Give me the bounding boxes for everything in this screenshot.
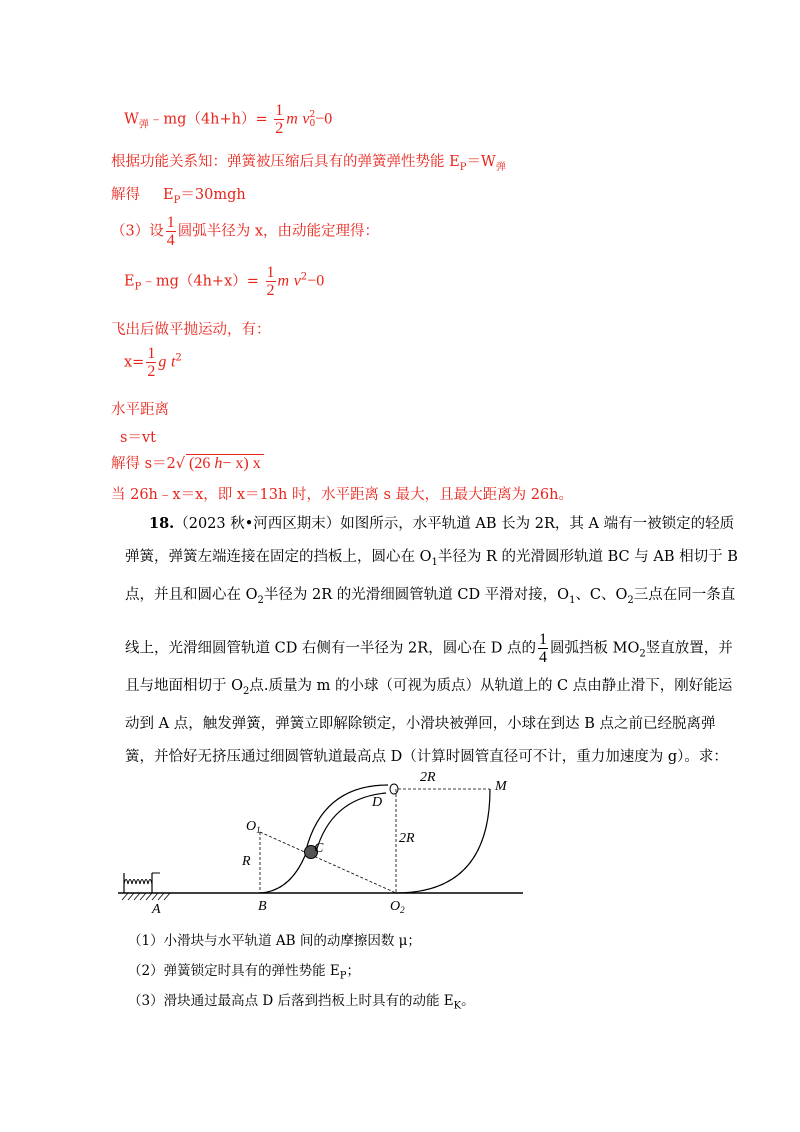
tube-end-D [390,784,398,794]
track-BC [260,848,308,893]
solution-line-energy: 根据功能关系知：弹簧被压缩后具有的弹簧弹性势能 $E_P=W_弹$ [111,154,506,173]
label-B: B [258,899,267,914]
problem-line-1: 18.（2023 秋•河西区期末）如图所示，水平轨道 AB 长为 2R，其 A 端有一被锁定的轻质 [149,515,735,532]
label-2R-vertical: 2R [399,831,415,846]
problem-line-4: 线上，光滑细圆管轨道 CD 右侧有一半径为 2R，圆心在 D 点的 $\frac{1}{4}$ 圆弧挡板 $MO_2$竖直放置，并 [125,630,733,666]
solution-line-svt: s＝vt [120,430,156,446]
problem-number: 18. [149,515,175,532]
problem-line-7: 簧，并恰好无挤压通过细圆管轨道最高点 D（计算时圆管直径可不计，重力加速度为 g）。求： [125,749,728,766]
label-C: C [314,841,324,856]
label-O1: $O_1$ [246,819,261,835]
question-2: （2）弹簧锁定时具有的弹性势能 $E_P$； [128,963,360,982]
problem-line-6: 动到 A 点，触发弹簧，弹簧立即解除锁定，小滑块被弹回，小球在到达 B 点之前已经脱离弹 [125,716,716,733]
label-M: M [495,779,507,794]
question-1: （1）小滑块与水平轨道 AB 间的动摩擦因数 μ； [128,933,421,949]
problem-text [125,507,738,774]
line-O1-O2 [260,832,396,893]
label-R: R [242,854,251,869]
solution-eq3: x= $\frac{1}{2}$ g $t^2$ [124,345,182,380]
solution-line-part3: （3）设 $\frac{1}{4}$ 圆弧半径为 x，由动能定理得： [111,214,380,249]
fraction: $\frac{1}{2}$ [275,102,284,137]
physics-diagram [118,760,538,920]
label-O2: $O_2$ [390,899,405,915]
spring [124,880,152,885]
question-3: （3）滑块通过最高点 D 后落到挡板上时具有的动能 $E_K$。 [128,993,475,1012]
problem-line-5: 且与地面相切于 $O_2$点.质量为 m 的小球（可视为质点）从轨道上的 C 点由静止滑下，刚好能运 [125,678,733,698]
solution-line-projectile: 飞出后做平抛运动，有： [111,322,271,338]
label-A: A [152,902,161,917]
problem-line-2: 弹簧，弹簧左端连接在固定的挡板上，圆心在 $O_1$半径为 R 的光滑圆形轨道 BC 与 AB 相切于 B [125,549,738,568]
solution-eq2: $E_P﹣mg(4h+x)=$ $\frac{1}{2}$ m $v^2-0$ [124,264,325,299]
ground-hatch [122,893,170,900]
solution-line-result1: 解得 $E_P=30mgh$ [111,187,246,206]
label-D: D [372,795,383,810]
solution-line-conclusion: 当 26h﹣x＝x，即 x＝13h 时，水平距离 s 最大，且最大距离为 26h。 [111,487,573,503]
solution-line-result2: 解得 s＝2√ (26 h− x) x [111,452,264,473]
label-2R-horizontal: 2R [420,770,436,785]
problem-line-3: 点，并且和圆心在 $O_2$半径为 2R 的光滑细圆管轨道 CD 平滑对接，$O_1$、C、$O_2$三点在同一条直 [125,586,736,606]
solution-eq1: $W_弹﹣mg(4h+h)=$ $\frac{1}{2}$ m v 2 0 −0 [124,102,333,137]
solution-line-horizontal: 水平距离 [111,402,169,418]
